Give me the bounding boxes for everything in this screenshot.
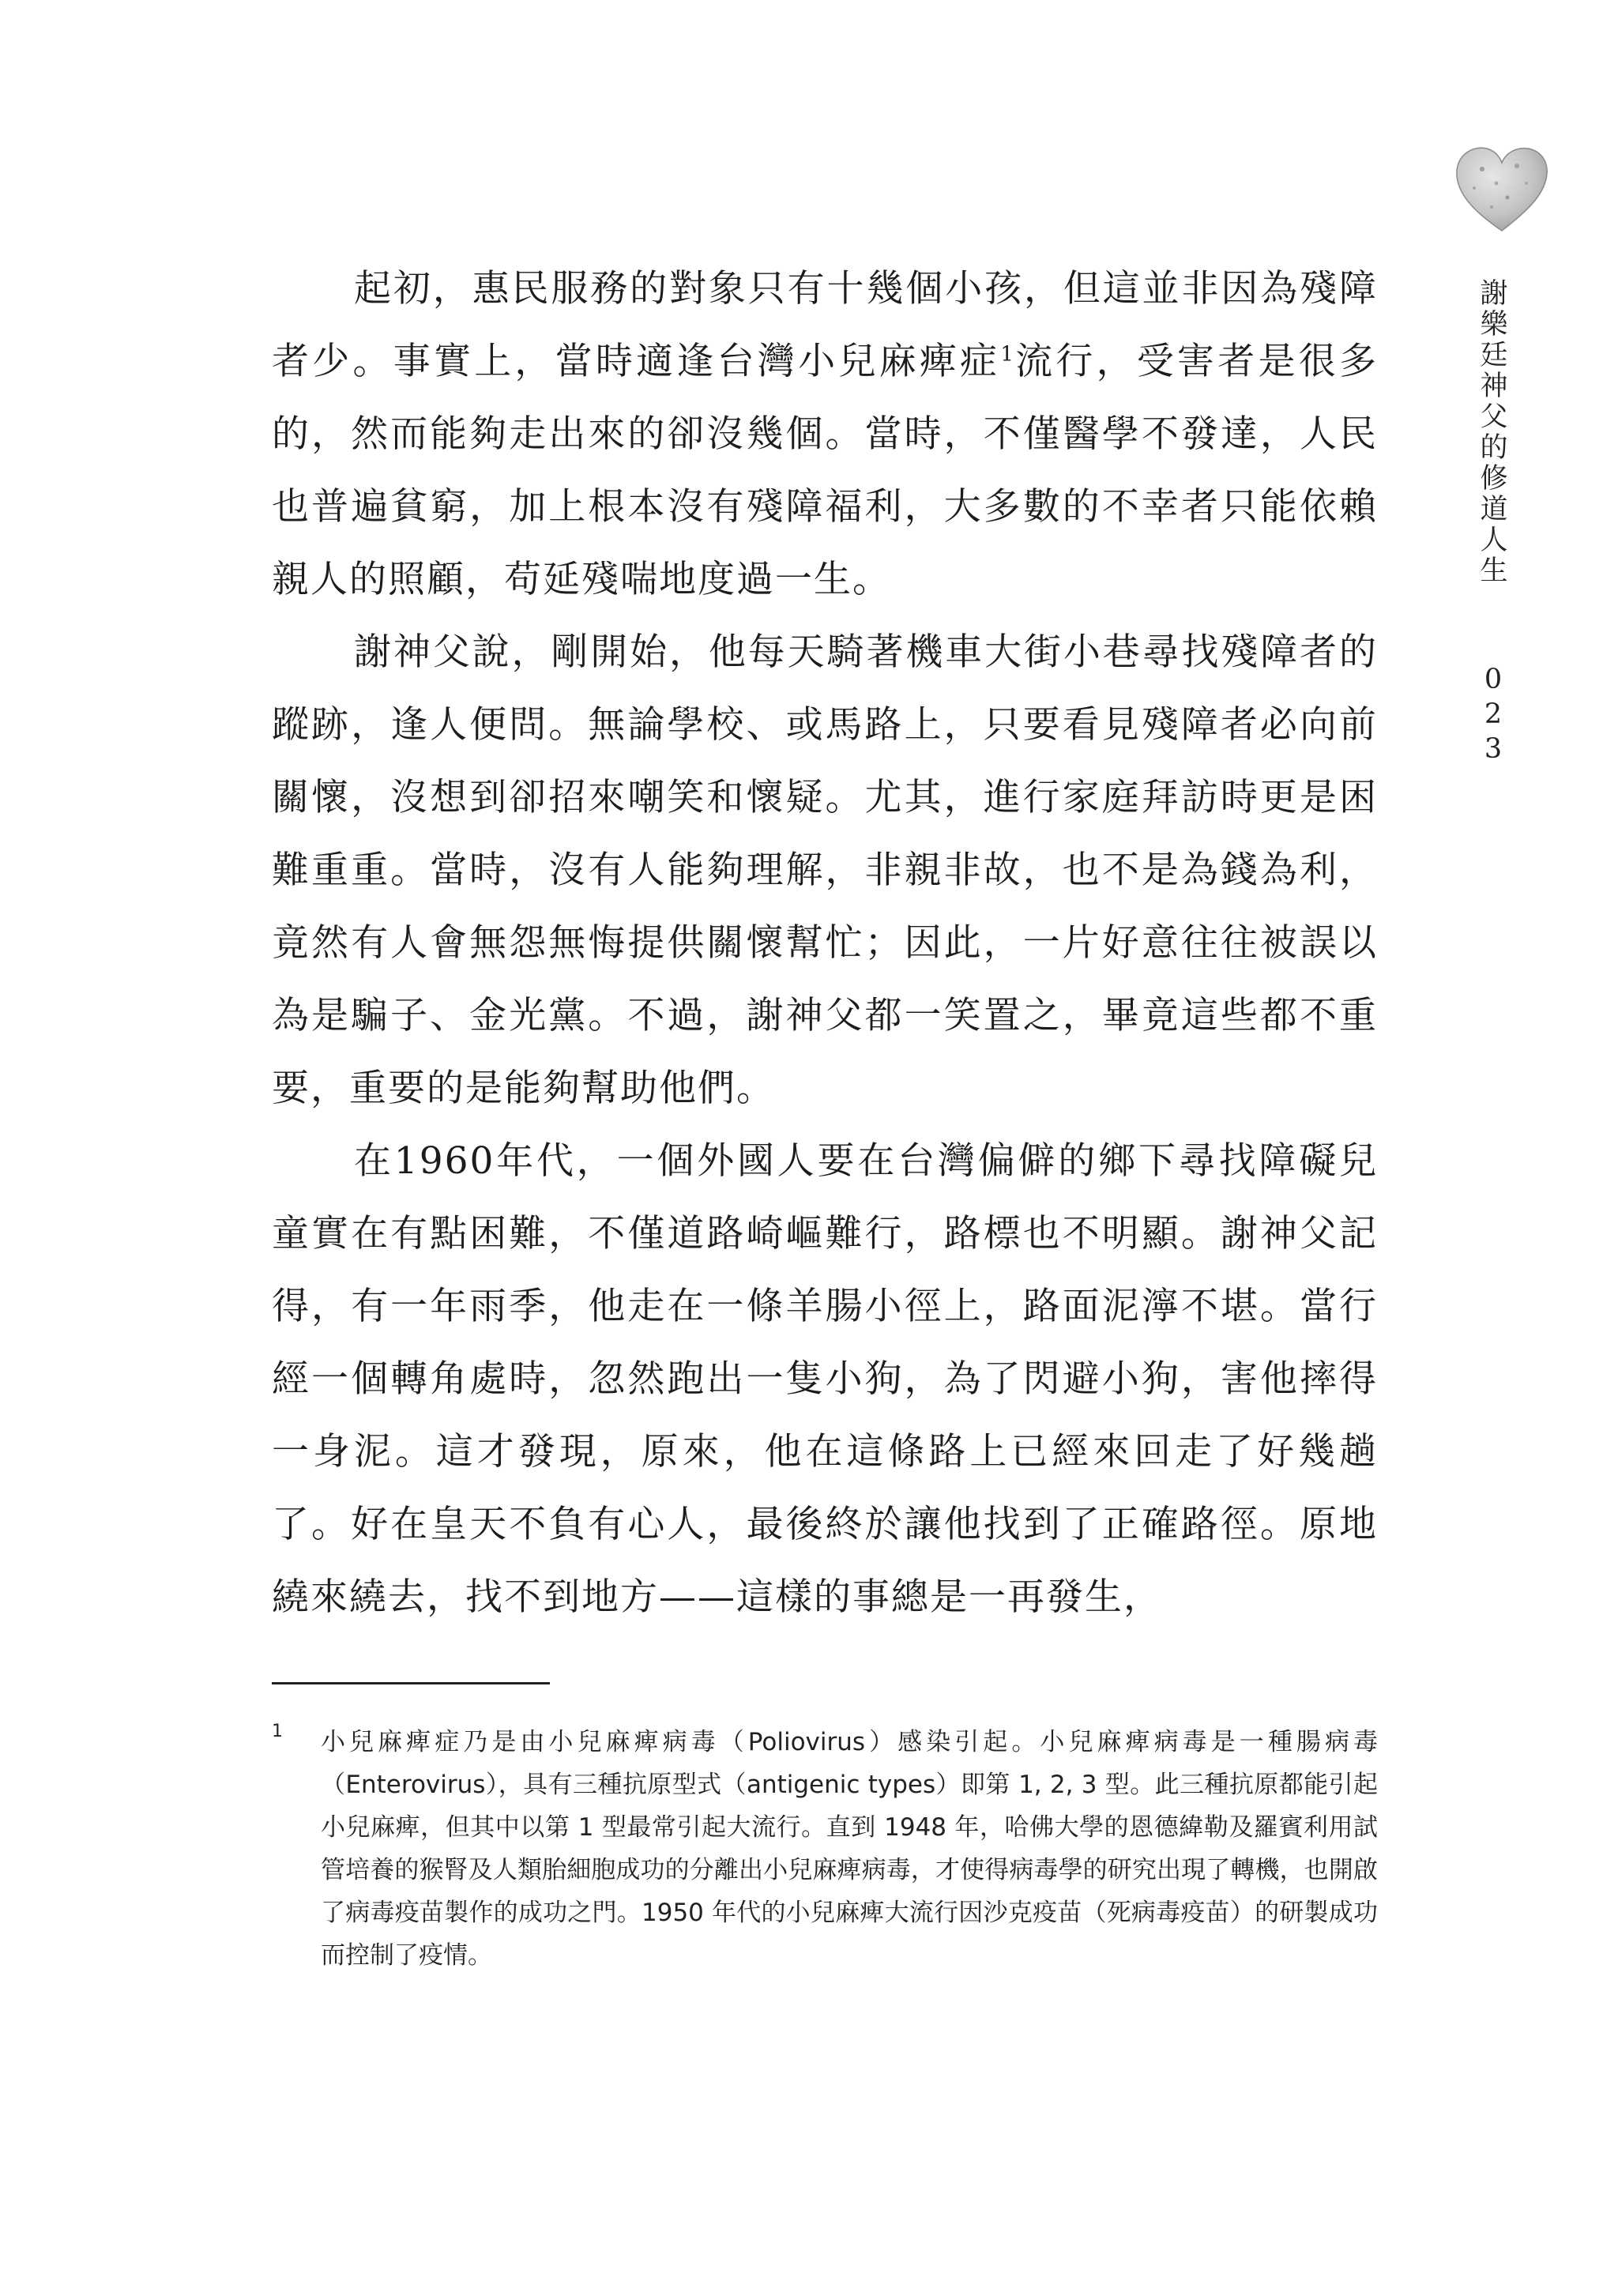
body-text — [272, 253, 1378, 1634]
paragraph-3: 在1960年代，一個外國人要在台灣偏僻的鄉下尋找障礙兒童實在有點困難，不僅道路崎嶇難行，路標也不明顯。謝神父記得，有一年雨季，他走在一條羊腸小徑上，路面泥濘不堪。當行經一個轉角處時，忽然跑出一隻小狗，為了閃避小狗，害他摔得一身泥。這才發現，原來，他在這條路上已經來回走了好幾趟了。好在皇天不負有心人，最後終於讓他找到了正確路徑。原地繞來繞去，找不到地方——這樣的事總是一再發生， — [272, 1139, 1378, 1619]
page-number: 023 — [1477, 664, 1509, 768]
footnote-separator — [272, 1682, 550, 1684]
paragraph-1-part-1: 起初，惠民服務的對象只有十幾個小孩，但這並非因為殘障者少。事實上，當時適逢台灣小兒麻痺症 — [272, 267, 1378, 383]
paragraph-1-part-2: 流行，受害者是很多的，然而能夠走出來的卻沒幾個。當時，不僅醫學不發達，人民也普遍貧窮，加上根本沒有殘障福利，大多數的不幸者只能依賴親人的照顧，苟延殘喘地度過一生。 — [272, 340, 1379, 601]
paragraph-2: 謝神父說，剛開始，他每天騎著機車大街小巷尋找殘障者的蹤跡，逢人便問。無論學校、或馬路上，只要看見殘障者必向前關懷，沒想到卻招來嘲笑和懷疑。尤其，進行家庭拜訪時更是困難重重。當時，沒有人能夠理解，非親非故，也不是為錢為利，竟然有人會無怨無悔提供關懷幫忙；因此，一片好意往往被誤以為是騙子、金光黨。不過，謝神父都一笑置之，畢竟這些都不重要，重要的是能夠幫助他們。 — [272, 630, 1378, 1110]
footnote-text: 小兒麻痺症乃是由小兒麻痺病毒（Poliovirus）感染引起。小兒麻痺病毒是一種腸病毒（Enterovirus），具有三種抗原型式（antigenic types）即第 1, 2, 3 型。此三種抗原都能引起小兒麻痺，但其中以第 1 型最常引起大流行。直到 1948 年，哈佛大學的恩德緯勒及羅賓利用試管培養的猴腎及人類胎細胞成功的分離出小兒麻痺病毒，才使得病毒學的研究出現了轉機，也開啟了病毒疫苗製作的成功之門。1950 年代的小兒麻痺大流行因沙克疫苗（死病毒疫苗）的研製成功而控制了疫情。 — [321, 1728, 1378, 1970]
footnote-reference: 1 — [1000, 342, 1014, 367]
paragraph-1 — [272, 253, 1378, 616]
running-header-title: 謝樂廷神父的修道人生 — [1476, 278, 1507, 586]
heart-icon — [1451, 142, 1553, 237]
footnote-marker: 1 — [272, 1722, 283, 1741]
footnote — [272, 1721, 1378, 1977]
